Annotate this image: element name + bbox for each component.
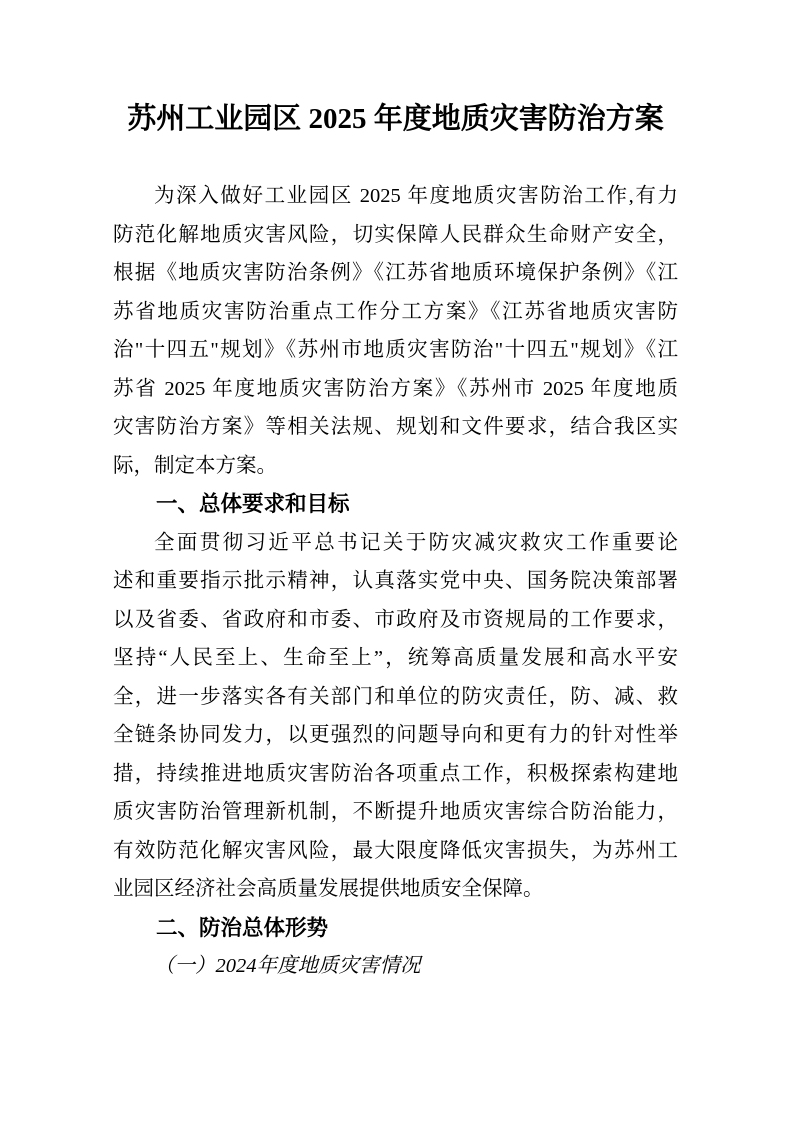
body-line: 措，持续推进地质灾害防治各项重点工作，积极探索构建地 bbox=[113, 762, 678, 785]
body-line: 全，进一步落实各有关部门和单位的防灾责任，防、减、救 bbox=[113, 685, 678, 708]
paragraph-section-1 bbox=[113, 524, 678, 909]
paragraph-intro bbox=[113, 177, 678, 485]
document-content bbox=[113, 97, 678, 986]
section-heading-1: 一、总体要求和目标 bbox=[156, 492, 350, 516]
body-line: 治"十四五"规划》《苏州市地质灾害防治"十四五"规划》《江 bbox=[113, 339, 678, 361]
body-line: 灾害防治方案》等相关法规、规划和文件要求，结合我区实 bbox=[113, 416, 678, 438]
body-line: 业园区经济社会高质量发展提供地质安全保障。 bbox=[113, 878, 544, 900]
body-line: 苏省地质灾害防治重点工作分工方案》《江苏省地质灾害防 bbox=[113, 300, 678, 323]
body-line: 坚持“人民至上、生命至上”，统筹高质量发展和高水平安 bbox=[113, 647, 678, 669]
body-line: 质灾害防治管理新机制，不断提升地质灾害综合防治能力， bbox=[113, 801, 678, 823]
body-line: 根据《地质灾害防治条例》《江苏省地质环境保护条例》《江 bbox=[113, 262, 678, 284]
body-line: 全面贯彻习近平总书记关于防灾减灾救灾工作重要论 bbox=[154, 531, 678, 554]
body-line: 苏省 2025 年度地质灾害防治方案》《苏州市 2025 年度地质 bbox=[113, 377, 678, 400]
body-line: 为深入做好工业园区 2025 年度地质灾害防治工作,有力 bbox=[154, 185, 678, 207]
body-line: 防范化解地质灾害风险，切实保障人民群众生命财产安全， bbox=[113, 223, 678, 246]
subsection-heading-1: （一）2024年度地质灾害情况 bbox=[154, 955, 421, 977]
body-line: 际，制定本方案。 bbox=[113, 454, 277, 477]
body-line: 以及省委、省政府和市委、市政府及市资规局的工作要求， bbox=[113, 608, 678, 631]
body-line: 述和重要指示批示精神，认真落实党中央、国务院决策部署 bbox=[113, 570, 678, 592]
body-line: 有效防范化解灾害风险，最大限度降低灾害损失，为苏州工 bbox=[113, 839, 678, 862]
section-heading-2: 二、防治总体形势 bbox=[156, 915, 329, 940]
body-line: 全链条协同发力，以更强烈的问题导向和更有力的针对性举 bbox=[113, 724, 678, 746]
document-title: 苏州工业园区 2025 年度地质灾害防治方案 bbox=[127, 103, 664, 135]
